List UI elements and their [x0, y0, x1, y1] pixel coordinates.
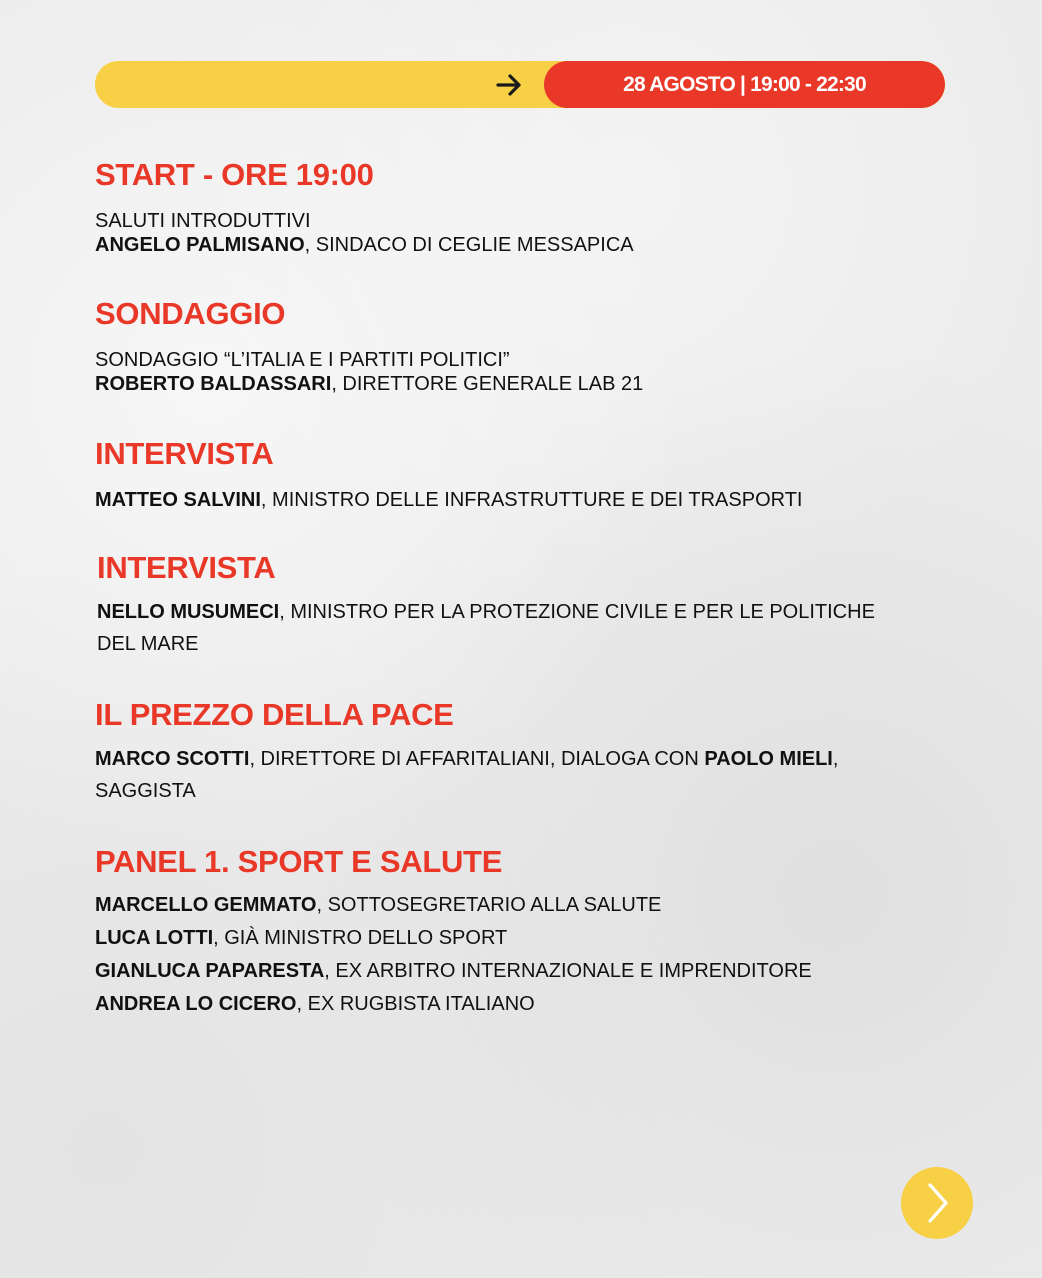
program-line: [95, 988, 925, 1021]
next-button[interactable]: [901, 1167, 973, 1239]
event-date-time: 28 AGOSTO | 19:00 - 22:30: [544, 61, 945, 108]
program-line: [95, 209, 925, 233]
speaker-name: ANGELO PALMISANO: [95, 234, 305, 256]
program-line: [97, 596, 927, 628]
section-title: PANEL 1. SPORT E SALUTE: [95, 844, 503, 879]
section-lines: [95, 209, 925, 257]
section-title: START - ORE 19:00: [95, 157, 374, 192]
speaker-role: , MINISTRO PER LA PROTEZIONE CIVILE E PER LE POLITICHE: [279, 601, 875, 623]
program-line: [95, 775, 925, 807]
section-title: IL PREZZO DELLA PACE: [95, 697, 454, 732]
section-lines: [95, 743, 925, 807]
speaker-name: ANDREA LO CICERO: [95, 993, 297, 1015]
line-text: SALUTI INTRODUTTIVI: [95, 210, 311, 232]
program-line: [95, 889, 925, 922]
speaker-role: , DIRETTORE GENERALE LAB 21: [331, 373, 644, 395]
speaker-name: LUCA LOTTI: [95, 927, 214, 949]
program-line: [95, 348, 925, 372]
program-line: [95, 922, 925, 955]
speaker-name: NELLO MUSUMECI: [97, 601, 280, 623]
speaker-role: , GIÀ MINISTRO DELLO SPORT: [213, 927, 508, 949]
speaker-role: , EX ARBITRO INTERNAZIONALE E IMPRENDITORE: [324, 960, 812, 982]
section-start: [95, 157, 925, 257]
speaker-role: , MINISTRO DELLE INFRASTRUTTURE E DEI TRASPORTI: [260, 489, 803, 511]
line-text: SONDAGGIO “L’ITALIA E I PARTITI POLITICI”: [95, 349, 510, 371]
speaker-name: MARCELLO GEMMATO: [95, 894, 317, 916]
chevron-right-icon: [917, 1179, 957, 1227]
program-line: [95, 743, 925, 775]
line-text: DEL MARE: [97, 633, 199, 655]
speaker-name: MARCO SCOTTI: [95, 748, 250, 770]
section-lines: [95, 488, 925, 512]
section-title: INTERVISTA: [97, 550, 276, 585]
speaker-role: , EX RUGBISTA ITALIANO: [296, 993, 535, 1015]
program-line: [95, 372, 925, 396]
speaker-name: GIANLUCA PAPARESTA: [95, 960, 325, 982]
section-prezzo-pace: [95, 697, 925, 807]
section-intervista-2: [97, 550, 927, 660]
section-title: SONDAGGIO: [95, 296, 286, 331]
guest-name: PAOLO MIELI: [704, 748, 833, 770]
program-line: [97, 628, 927, 660]
program-line: [95, 233, 925, 257]
speaker-role: , SOTTOSEGRETARIO ALLA SALUTE: [316, 894, 662, 916]
line-text: SAGGISTA: [95, 780, 196, 802]
section-sondaggio: [95, 296, 925, 396]
arrow-right-icon: [495, 70, 525, 100]
section-intervista-1: [95, 436, 925, 512]
header-bar: [95, 61, 945, 108]
section-panel-1: [95, 844, 925, 1021]
program-line: [95, 955, 925, 988]
section-title: INTERVISTA: [95, 436, 274, 471]
section-lines: [97, 596, 927, 660]
speaker-name: MATTEO SALVINI: [95, 489, 261, 511]
speaker-role: , SINDACO DI CEGLIE MESSAPICA: [304, 234, 634, 256]
speaker-role: , DIRETTORE DI AFFARITALIANI, DIALOGA CON: [249, 748, 705, 770]
program-line: [95, 488, 925, 512]
punctuation: ,: [832, 748, 839, 770]
section-lines: [95, 348, 925, 396]
speaker-name: ROBERTO BALDASSARI: [95, 373, 332, 395]
section-lines: [95, 889, 925, 1021]
